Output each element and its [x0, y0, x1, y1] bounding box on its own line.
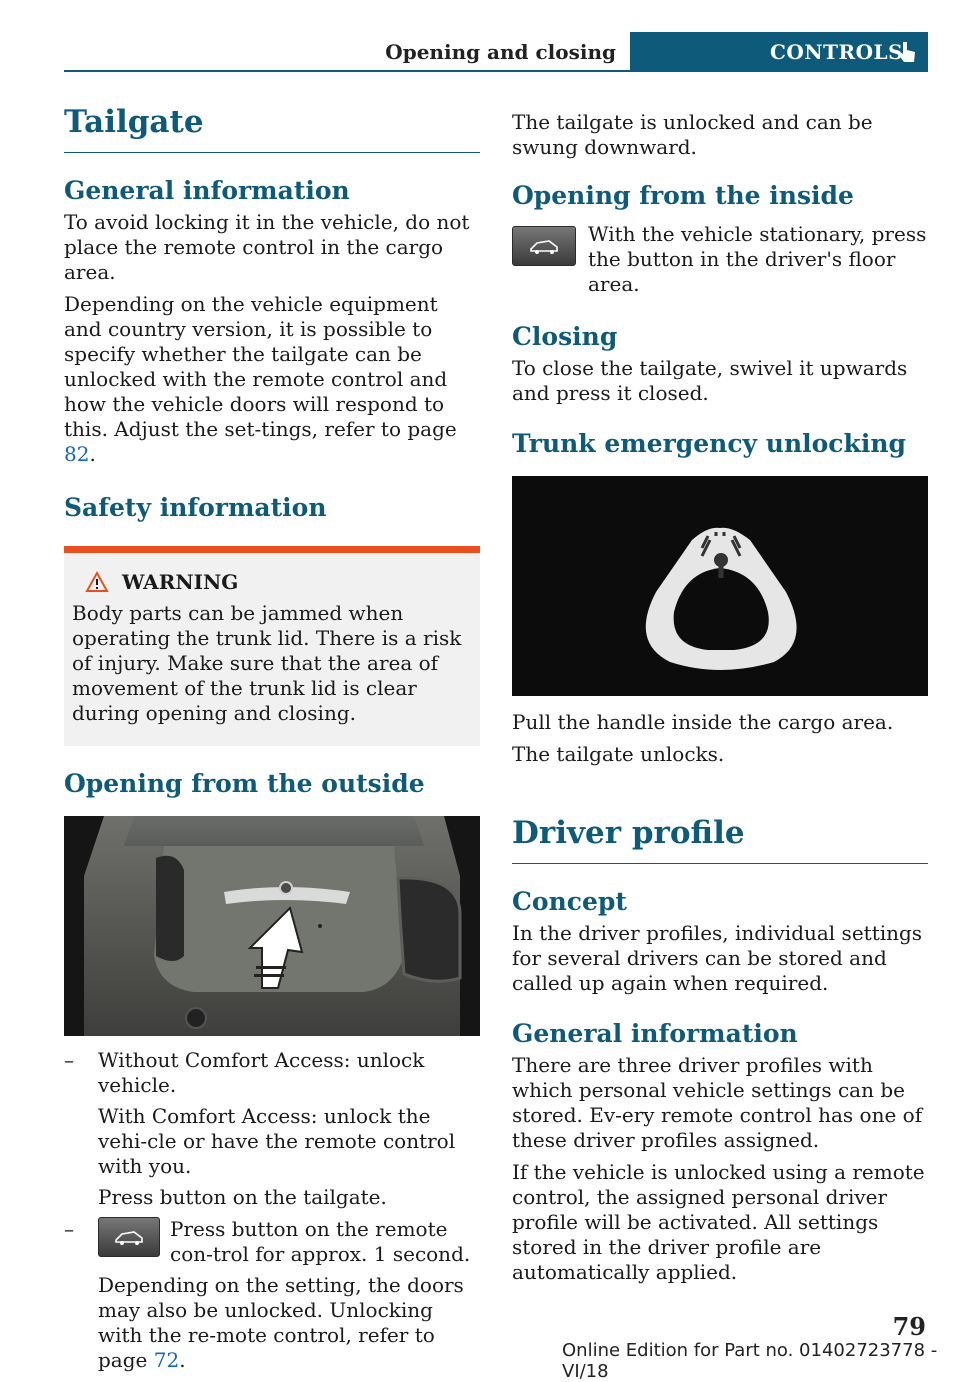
page-link-72[interactable]: 72	[153, 1348, 180, 1372]
heading-concept: Concept	[512, 887, 627, 916]
paragraph: The tailgate unlocks.	[512, 742, 725, 766]
paragraph	[64, 292, 480, 467]
list-dash: –	[64, 1217, 74, 1241]
paragraph: To close the tailgate, swivel it upwards and press it closed.	[512, 356, 908, 405]
list-item-text: Press button on the remote con‐trol for approx. 1 second.	[170, 1217, 471, 1266]
hand-pointer-icon	[896, 40, 918, 64]
paragraph: Pull the handle inside the cargo area.	[512, 710, 894, 734]
header-rule	[64, 70, 928, 72]
edition-note: Online Edition for Part no. 01402723778 - VI/18	[562, 1340, 938, 1382]
paragraph: In the driver profiles, individual settings for several drivers can be stored and called up again when required.	[512, 921, 923, 995]
tailgate-photo	[64, 816, 480, 1036]
floor-tailgate-button	[512, 226, 576, 266]
page-link-82[interactable]: 82	[64, 442, 90, 466]
warning-label: WARNING	[122, 570, 239, 594]
paragraph-text: Depending on the vehicle equipment and country version, it is possible to specify whether the tailgate can be unlocked with the remote control and how the vehicle doors will respond to this. Adjust the set‐tings, refer to page	[64, 292, 457, 441]
paragraph: With the vehicle stationary, press the button in the driver's floor area.	[588, 222, 927, 296]
right-column	[512, 110, 928, 1285]
paragraph: There are three driver profiles with which personal vehicle settings can be stored. Ev‐ery remote control has one of these driver profiles assigned.	[512, 1053, 923, 1152]
paragraph-text: Depending on the setting, the doors may also be unlocked. Unlocking with the re‐mote control, refer to page	[98, 1273, 464, 1372]
title-rule	[512, 863, 928, 864]
section-title-tailgate: Tailgate	[64, 104, 204, 140]
list-paragraph: Press button on the tailgate.	[98, 1185, 387, 1209]
heading-closing: Closing	[512, 322, 618, 351]
heading-opening-inside: Opening from the inside	[512, 181, 854, 210]
section-title-driver-profile: Driver profile	[512, 815, 745, 851]
paragraph: To avoid locking it in the vehicle, do not place the remote control in the cargo area.	[64, 210, 470, 284]
remote-tailgate-button	[98, 1217, 160, 1257]
heading-general-information: General information	[64, 176, 350, 205]
list-item	[64, 1217, 480, 1267]
page-footer	[0, 1312, 960, 1382]
emergency-handle-photo	[512, 476, 928, 696]
warning-triangle-icon	[86, 572, 108, 592]
paragraph: If the vehicle is unlocked using a remote control, the assigned personal driver profile will be activated. All settings stored in the driver profile are automatically applied.	[512, 1160, 925, 1284]
car-tailgate-icon	[112, 1228, 146, 1246]
page-number: 79	[892, 1312, 926, 1341]
page-header	[64, 32, 928, 72]
chapter-tab-label: CONTROLS	[770, 40, 904, 64]
heading-general-information: General information	[512, 1019, 798, 1048]
left-column	[64, 100, 480, 1373]
chapter-tab[interactable]	[630, 32, 928, 72]
paragraph: The tailgate is unlocked and can be swung downward.	[512, 110, 873, 159]
warning-header	[72, 569, 472, 595]
warning-box	[64, 546, 480, 746]
heading-opening-outside: Opening from the outside	[64, 769, 425, 798]
paragraph-end: .	[89, 442, 96, 466]
car-tailgate-icon	[527, 237, 561, 255]
warning-text: Body parts can be jammed when operating the trunk lid. There is a risk of injury. Make sure that the area of movement of the trunk lid is clear during opening and closing.	[72, 601, 462, 725]
list-item-text: Without Comfort Access: unlock vehicle.	[98, 1048, 425, 1097]
list-paragraph: With Comfort Access: unlock the vehi‐cle or have the remote control with you.	[98, 1104, 456, 1178]
list-item	[64, 1048, 480, 1098]
heading-safety-information: Safety information	[64, 493, 327, 522]
tailgate-illustration	[64, 816, 480, 1036]
paragraph-end: .	[179, 1348, 186, 1372]
title-rule	[64, 152, 480, 153]
list-dash: –	[64, 1048, 74, 1072]
inside-instruction	[512, 222, 928, 297]
emergency-handle-illustration	[512, 476, 928, 696]
section-title: Opening and closing	[385, 40, 616, 64]
heading-trunk-emergency: Trunk emergency unlocking	[512, 429, 907, 458]
